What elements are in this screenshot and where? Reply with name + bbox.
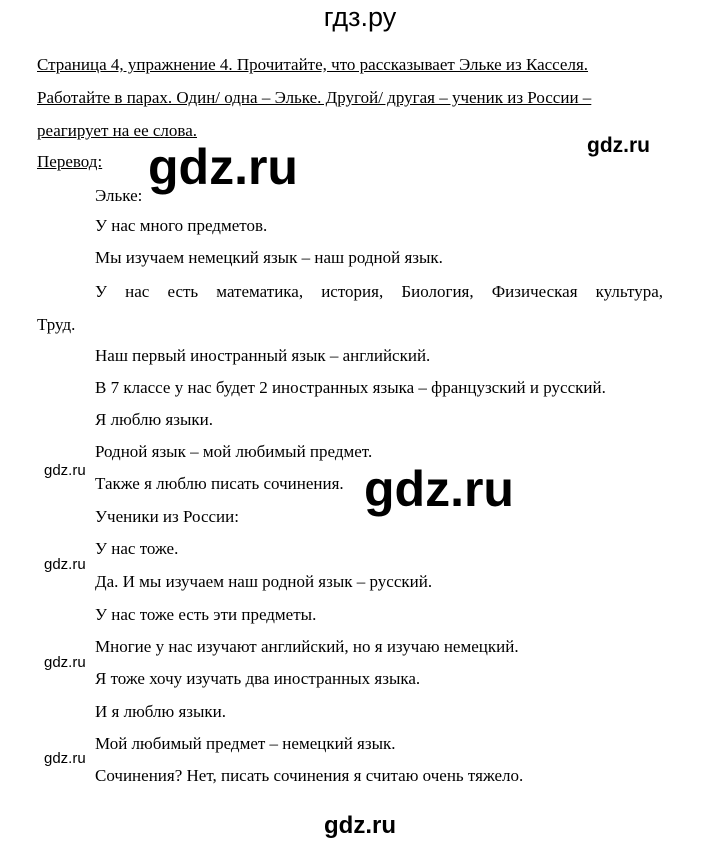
students-line: Да. И мы изучаем наш родной язык – русский. — [95, 572, 433, 591]
students-line: Мой любимый предмет – немецкий язык. — [95, 734, 396, 753]
task-line-2: Работайте в парах. Один/ одна – Эльке. Другой/ другая – ученик из России – — [37, 88, 592, 107]
students-speaker: Ученики из России: — [95, 507, 239, 526]
small-watermark: gdz.ru — [44, 750, 86, 767]
task-line-1: Страница 4, упражнение 4. Прочитайте, что рассказывает Эльке из Касселя. — [37, 55, 589, 74]
elke-line: У нас есть математика, история, Биология, Физическая культура, — [95, 282, 663, 301]
elke-line: Труд. — [37, 315, 76, 334]
students-line: И я люблю языки. — [95, 702, 227, 721]
students-line: Многие у нас изучают английский, но я изучаю немецкий. — [95, 637, 519, 656]
elke-line: Также я люблю писать сочинения. — [95, 474, 344, 493]
elke-speaker: Эльке: — [95, 186, 143, 205]
small-watermark: gdz.ru — [44, 654, 86, 671]
students-line: Я тоже хочу изучать два иностранных языка. — [95, 669, 421, 688]
elke-line: В 7 классе у нас будет 2 иностранных языка – французский и русский. — [95, 378, 606, 397]
header-watermark: гдз.ру — [323, 2, 397, 32]
small-watermark: gdz.ru — [44, 556, 86, 573]
large-watermark: gdz.ru — [148, 139, 298, 195]
translation-label: Перевод: — [37, 152, 103, 171]
footer-watermark: gdz.ru — [324, 812, 396, 839]
elke-line: Мы изучаем немецкий язык – наш родной язык. — [95, 248, 443, 267]
small-watermark: gdz.ru — [44, 462, 86, 479]
students-line: У нас тоже есть эти предметы. — [95, 605, 317, 624]
large-watermark: gdz.ru — [364, 461, 514, 517]
elke-line: Родной язык – мой любимый предмет. — [95, 442, 373, 461]
elke-line: У нас много предметов. — [95, 216, 268, 235]
task-line-3: реагирует на ее слова. — [37, 121, 198, 140]
medium-watermark: gdz.ru — [587, 134, 650, 157]
students-line: Сочинения? Нет, писать сочинения я считаю очень тяжело. — [95, 766, 524, 785]
elke-line: Наш первый иностранный язык – английский. — [95, 346, 431, 365]
elke-line: Я люблю языки. — [95, 410, 213, 429]
students-line: У нас тоже. — [95, 539, 179, 558]
